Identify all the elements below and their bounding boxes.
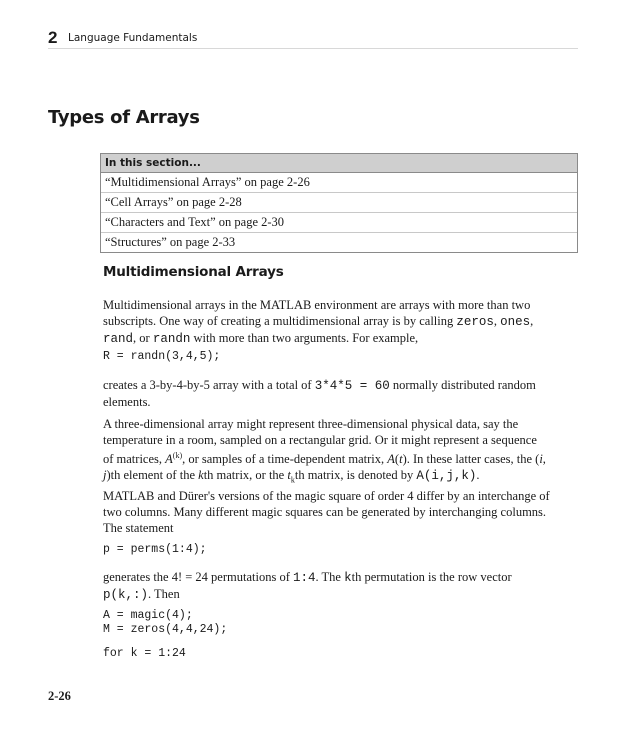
section-title: Types of Arrays bbox=[48, 107, 200, 128]
code-example-randn: R = randn(3,4,5); bbox=[103, 350, 221, 363]
code-example-zeros: M = zeros(4,4,24); bbox=[103, 623, 228, 636]
paragraph-magic-square: MATLAB and Dürer's versions of the magic square of order 4 differ by an interchange of two columns. Many different magic squares can be generated by interchanging columns. The statement bbox=[103, 489, 550, 535]
subsection-title: Multidimensional Arrays bbox=[103, 264, 284, 280]
toc-heading: In this section... bbox=[101, 154, 577, 173]
paragraph-three-dimensional: A three-dimensional array might represent three-dimensional physical data, say the temperature in a room, sampled on a rectangular grid. Or it might represent a sequence of matrices, $A^{(k)}$, or samples of a time-dependent matrix, A(t). In these latter cases, the (i, j)th element of the kth matrix, or the $t_kth$ matrix, is denoted by A(i,j,k). bbox=[103, 417, 546, 485]
code-example-magic: A = magic(4); bbox=[103, 609, 193, 622]
toc-link-characters-and-text[interactable]: “Characters and Text” on page 2-30 bbox=[101, 213, 577, 233]
paragraph-creates: creates a 3-by-4-by-5 array with a total of 3*4*5 = 60 normally distributed random elements. bbox=[103, 378, 536, 409]
toc-link-structures[interactable]: “Structures” on page 2-33 bbox=[105, 235, 236, 249]
chapter-title: Language Fundamentals bbox=[68, 32, 198, 44]
paragraph-intro: Multidimensional arrays in the MATLAB environment are arrays with more than two subscripts. One way of creating a multidimensional array is by calling zeros, ones, rand, or randn with more than two arguments. For example, bbox=[103, 298, 534, 346]
chapter-number: 2 bbox=[48, 28, 58, 47]
running-header bbox=[48, 30, 578, 49]
toc-link-multidimensional-arrays[interactable]: “Multidimensional Arrays” on page 2-26 bbox=[101, 173, 577, 193]
code-example-for-loop: for k = 1:24 bbox=[103, 647, 186, 660]
code-example-perms: p = perms(1:4); bbox=[103, 543, 207, 556]
in-this-section-box bbox=[100, 153, 578, 253]
page-number: 2-26 bbox=[48, 689, 71, 703]
toc-link-cell-arrays[interactable]: “Cell Arrays” on page 2-28 bbox=[101, 193, 577, 213]
paragraph-permutations: generates the 4! = 24 permutations of 1:4. The kth permutation is the row vector p(k,:). Then bbox=[103, 570, 512, 602]
